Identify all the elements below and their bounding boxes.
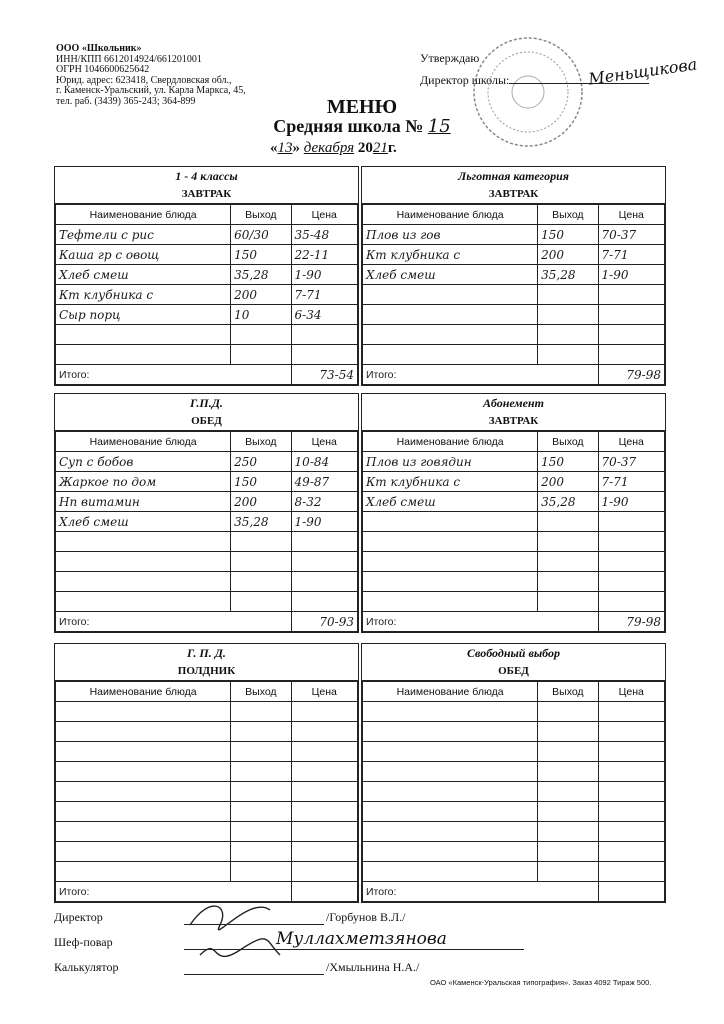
menu-table — [55, 681, 358, 902]
panel-benefit-breakfast — [361, 166, 666, 386]
table-row — [56, 592, 358, 612]
table-row — [56, 802, 358, 822]
table-row — [363, 512, 665, 532]
school-label: Средняя школа № — [273, 116, 424, 136]
price-cell: 49-87 — [291, 472, 357, 492]
table-row — [56, 305, 358, 325]
price-cell — [598, 552, 664, 572]
price-cell — [598, 702, 664, 722]
table-row — [56, 325, 358, 345]
price-cell: 6-34 — [291, 305, 357, 325]
table-row — [363, 345, 665, 365]
dish-cell: Суп с бобов — [56, 452, 231, 472]
table-row — [363, 532, 665, 552]
price-cell — [291, 325, 357, 345]
column-price-header: Цена — [598, 205, 664, 225]
director-approval-signature: Меньщикова — [587, 54, 699, 89]
date-day: 13 — [277, 140, 293, 156]
menu-table — [55, 431, 358, 632]
dish-cell — [363, 572, 538, 592]
menu-grid — [54, 166, 666, 898]
output-cell — [231, 325, 291, 345]
total-label: Итого: — [56, 365, 292, 385]
panel-afterschool-lunch — [54, 393, 359, 633]
menu-title: МЕНЮ — [326, 96, 398, 118]
school-title — [0, 116, 724, 137]
signature-role: Директор — [54, 910, 103, 924]
table-row — [56, 722, 358, 742]
output-cell — [538, 762, 598, 782]
column-dish-header: Наименование блюда — [56, 432, 231, 452]
table-row — [363, 572, 665, 592]
price-cell — [598, 592, 664, 612]
org-address-2: г. Каменск-Уральский, ул. Карла Маркса, 45, — [56, 85, 246, 97]
director-sign-line — [509, 83, 649, 84]
category-label: 1 - 4 классы — [175, 169, 238, 183]
printer-footer: ОАО «Каменск-Уральская типография». Заказ 4092 Тираж 500. — [430, 978, 652, 987]
dish-cell — [363, 702, 538, 722]
table-header-row — [363, 682, 665, 702]
dish-cell — [363, 782, 538, 802]
table-row — [56, 345, 358, 365]
table-header-row — [56, 682, 358, 702]
output-cell — [538, 592, 598, 612]
date-year-prefix: 20 — [357, 140, 373, 156]
total-value: 73-54 — [291, 365, 357, 385]
table-row — [363, 225, 665, 245]
column-output-header: Выход — [538, 682, 598, 702]
dish-cell — [56, 325, 231, 345]
dish-cell — [363, 742, 538, 762]
table-row — [363, 472, 665, 492]
total-value — [598, 882, 664, 902]
dish-cell — [363, 862, 538, 882]
table-row — [363, 862, 665, 882]
output-cell — [538, 802, 598, 822]
price-cell — [291, 802, 357, 822]
price-cell: 70-37 — [598, 452, 664, 472]
dish-cell — [56, 532, 231, 552]
dish-cell — [56, 742, 231, 762]
output-cell: 35,28 — [231, 265, 291, 285]
table-row — [363, 782, 665, 802]
price-cell — [598, 762, 664, 782]
output-cell — [231, 802, 291, 822]
date-month: декабря — [303, 140, 355, 156]
table-row — [56, 245, 358, 265]
signature-name: /Горбунов В.Л./ — [326, 910, 406, 924]
total-label: Итого: — [363, 365, 599, 385]
category-label: Свободный выбор — [466, 646, 560, 660]
dish-cell — [56, 802, 231, 822]
price-cell — [598, 862, 664, 882]
output-cell — [538, 552, 598, 572]
total-value: 70-93 — [291, 612, 357, 632]
dish-cell: Жаркое по дом — [56, 472, 231, 492]
dish-cell — [56, 842, 231, 862]
price-cell — [291, 722, 357, 742]
table-row — [56, 822, 358, 842]
table-row — [56, 512, 358, 532]
table-row — [56, 862, 358, 882]
org-address-1: Юрид. адрес: 623418, Свердловская обл., — [56, 74, 232, 86]
price-cell — [291, 532, 357, 552]
price-cell — [598, 802, 664, 822]
menu-table — [362, 681, 665, 902]
total-label: Итого: — [56, 882, 292, 902]
output-cell — [231, 782, 291, 802]
dish-cell: Хлеб смеш — [363, 265, 538, 285]
output-cell — [231, 862, 291, 882]
dish-cell — [363, 842, 538, 862]
meal-label: ПОЛДНИК — [55, 662, 358, 681]
output-cell — [231, 702, 291, 722]
price-cell — [291, 822, 357, 842]
meal-label: ОБЕД — [362, 662, 665, 681]
table-row — [363, 492, 665, 512]
total-row — [363, 612, 665, 632]
output-cell: 200 — [538, 472, 598, 492]
output-cell: 10 — [231, 305, 291, 325]
column-output-header: Выход — [231, 432, 291, 452]
output-cell: 150 — [538, 452, 598, 472]
table-row — [363, 842, 665, 862]
total-label: Итого: — [363, 882, 599, 902]
total-row — [56, 365, 358, 385]
output-cell — [231, 722, 291, 742]
column-dish-header: Наименование блюда — [56, 682, 231, 702]
dish-cell — [56, 862, 231, 882]
output-cell — [231, 552, 291, 572]
org-phone: тел. раб. (3439) 365-243; 364-899 — [56, 95, 196, 107]
school-number: 15 — [427, 116, 451, 137]
approve-label: Утверждаю — [420, 51, 480, 65]
dish-cell — [56, 722, 231, 742]
table-row — [363, 802, 665, 822]
dish-cell — [363, 285, 538, 305]
meal-label: ЗАВТРАК — [362, 412, 665, 431]
price-cell: 1-90 — [291, 265, 357, 285]
total-label: Итого: — [56, 612, 292, 632]
column-output-header: Выход — [231, 205, 291, 225]
category-label: Г.П.Д. — [190, 396, 223, 410]
table-row — [56, 782, 358, 802]
panel-free-choice-lunch — [361, 643, 666, 903]
column-output-header: Выход — [538, 205, 598, 225]
signature-role: Калькулятор — [54, 960, 119, 974]
price-cell: 70-37 — [598, 225, 664, 245]
output-cell: 150 — [538, 225, 598, 245]
table-row — [56, 492, 358, 512]
price-cell — [598, 742, 664, 762]
price-cell: 7-71 — [291, 285, 357, 305]
price-cell: 22-11 — [291, 245, 357, 265]
table-row — [56, 265, 358, 285]
dish-cell: Сыр порц — [56, 305, 231, 325]
table-row — [56, 285, 358, 305]
handwritten-signature-scribble — [180, 895, 290, 975]
output-cell: 200 — [538, 245, 598, 265]
price-cell — [598, 325, 664, 345]
table-header-row — [56, 432, 358, 452]
date-quote-open: « — [270, 140, 278, 156]
category-label: Абонемент — [483, 396, 544, 410]
dish-cell: Каша гр с овощ — [56, 245, 231, 265]
column-dish-header: Наименование блюда — [56, 205, 231, 225]
dish-cell: Плов из говядин — [363, 452, 538, 472]
dish-cell: Тефтели с рис — [56, 225, 231, 245]
total-value: 79-98 — [598, 612, 664, 632]
price-cell — [598, 285, 664, 305]
table-row — [363, 265, 665, 285]
total-row — [56, 612, 358, 632]
meal-label: ЗАВТРАК — [362, 185, 665, 204]
total-row — [363, 365, 665, 385]
output-cell — [538, 305, 598, 325]
dish-cell — [363, 345, 538, 365]
price-cell — [598, 305, 664, 325]
price-cell — [598, 532, 664, 552]
dish-cell — [363, 325, 538, 345]
output-cell — [538, 722, 598, 742]
dish-cell — [56, 572, 231, 592]
dish-cell: Нп витамин — [56, 492, 231, 512]
dish-cell: Хлеб смеш — [56, 265, 231, 285]
meal-label: ОБЕД — [55, 412, 358, 431]
price-cell: 8-32 — [291, 492, 357, 512]
column-output-header: Выход — [231, 682, 291, 702]
price-cell — [291, 862, 357, 882]
output-cell — [538, 532, 598, 552]
table-row — [363, 552, 665, 572]
total-value: 79-98 — [598, 365, 664, 385]
price-cell — [598, 345, 664, 365]
table-row — [363, 722, 665, 742]
category-label: Г. П. Д. — [187, 646, 226, 660]
output-cell — [538, 285, 598, 305]
output-cell — [538, 782, 598, 802]
table-row — [56, 742, 358, 762]
table-row — [56, 472, 358, 492]
price-cell — [291, 702, 357, 722]
dish-cell — [56, 702, 231, 722]
menu-table — [55, 204, 358, 385]
table-row — [363, 742, 665, 762]
output-cell: 150 — [231, 245, 291, 265]
table-row — [56, 762, 358, 782]
panel-primary-breakfast — [54, 166, 359, 386]
output-cell — [538, 822, 598, 842]
output-cell: 60/30 — [231, 225, 291, 245]
column-price-header: Цена — [598, 682, 664, 702]
output-cell — [538, 862, 598, 882]
output-cell: 150 — [231, 472, 291, 492]
table-row — [56, 225, 358, 245]
dish-cell: Кт клубника с — [363, 245, 538, 265]
panel-subscription-breakfast — [361, 393, 666, 633]
price-cell — [291, 345, 357, 365]
column-price-header: Цена — [291, 432, 357, 452]
price-cell — [598, 722, 664, 742]
price-cell: 1-90 — [598, 265, 664, 285]
output-cell: 250 — [231, 452, 291, 472]
dish-cell — [56, 345, 231, 365]
dish-cell — [363, 762, 538, 782]
table-row — [56, 532, 358, 552]
table-row — [363, 305, 665, 325]
output-cell — [231, 345, 291, 365]
price-cell: 7-71 — [598, 472, 664, 492]
menu-table — [362, 204, 665, 385]
column-dish-header: Наименование блюда — [363, 205, 538, 225]
price-cell — [598, 822, 664, 842]
dish-cell: Кт клубника с — [56, 285, 231, 305]
signature-name: /Хмыльнина Н.А./ — [326, 960, 420, 974]
column-price-header: Цена — [291, 205, 357, 225]
output-cell — [538, 842, 598, 862]
director-school-label: Директор школы: — [420, 73, 510, 87]
table-header-row — [363, 432, 665, 452]
signature-role: Шеф-повар — [54, 935, 113, 949]
price-cell — [291, 762, 357, 782]
output-cell: 35,28 — [231, 512, 291, 532]
column-price-header: Цена — [598, 432, 664, 452]
date-quote-close: » — [292, 140, 300, 156]
table-row — [56, 842, 358, 862]
dish-cell — [56, 552, 231, 572]
output-cell — [538, 325, 598, 345]
table-row — [363, 822, 665, 842]
output-cell — [231, 572, 291, 592]
output-cell — [231, 592, 291, 612]
price-cell — [291, 742, 357, 762]
total-label: Итого: — [363, 612, 599, 632]
total-row — [363, 882, 665, 902]
output-cell — [538, 702, 598, 722]
dish-cell — [56, 822, 231, 842]
org-ogrn: ОГРН 1046600625642 — [56, 64, 150, 76]
dish-cell — [363, 722, 538, 742]
date-year-end: г. — [387, 140, 397, 156]
price-cell: 35-48 — [291, 225, 357, 245]
table-row — [363, 285, 665, 305]
output-cell — [538, 572, 598, 592]
output-cell — [231, 762, 291, 782]
org-name: ООО «Школьник» — [56, 43, 142, 54]
table-header-row — [363, 205, 665, 225]
output-cell — [231, 742, 291, 762]
menu-table — [362, 431, 665, 632]
table-row — [56, 702, 358, 722]
date-year-suffix: 21 — [372, 140, 388, 156]
output-cell — [538, 512, 598, 532]
table-row — [56, 452, 358, 472]
price-cell: 1-90 — [291, 512, 357, 532]
table-header-row — [56, 205, 358, 225]
dish-cell — [363, 802, 538, 822]
price-cell: 7-71 — [598, 245, 664, 265]
output-cell — [231, 532, 291, 552]
org-inn: ИНН/КПП 6612014924/661201001 — [56, 53, 202, 65]
output-cell: 200 — [231, 285, 291, 305]
table-row — [56, 552, 358, 572]
dish-cell: Хлеб смеш — [363, 492, 538, 512]
category-label: Льготная категория — [458, 169, 569, 183]
column-price-header: Цена — [291, 682, 357, 702]
meal-label: ЗАВТРАК — [55, 185, 358, 204]
output-cell — [231, 822, 291, 842]
column-dish-header: Наименование блюда — [363, 432, 538, 452]
dish-cell: Плов из гов — [363, 225, 538, 245]
table-row — [363, 245, 665, 265]
price-cell — [598, 572, 664, 592]
menu-date — [270, 140, 397, 157]
output-cell: 35,28 — [538, 492, 598, 512]
column-output-header: Выход — [538, 432, 598, 452]
panel-afterschool-snack — [54, 643, 359, 903]
dish-cell — [56, 762, 231, 782]
table-row — [363, 452, 665, 472]
price-cell — [598, 512, 664, 532]
column-dish-header: Наименование блюда — [363, 682, 538, 702]
total-value — [291, 882, 357, 902]
price-cell — [291, 592, 357, 612]
dish-cell — [363, 592, 538, 612]
dish-cell: Кт клубника с — [363, 472, 538, 492]
table-row — [363, 762, 665, 782]
output-cell: 35,28 — [538, 265, 598, 285]
price-cell — [598, 782, 664, 802]
dish-cell — [56, 592, 231, 612]
dish-cell — [363, 512, 538, 532]
price-cell: 1-90 — [598, 492, 664, 512]
table-row — [363, 592, 665, 612]
table-row — [363, 702, 665, 722]
output-cell — [538, 742, 598, 762]
price-cell — [291, 842, 357, 862]
price-cell — [598, 842, 664, 862]
table-row — [56, 572, 358, 592]
dish-cell — [363, 532, 538, 552]
table-row — [363, 325, 665, 345]
dish-cell — [56, 782, 231, 802]
signature-name: Муллахметзянова — [276, 929, 447, 949]
output-cell — [231, 842, 291, 862]
output-cell: 200 — [231, 492, 291, 512]
price-cell — [291, 572, 357, 592]
price-cell — [291, 552, 357, 572]
price-cell — [291, 782, 357, 802]
dish-cell — [363, 305, 538, 325]
dish-cell — [363, 822, 538, 842]
dish-cell: Хлеб смеш — [56, 512, 231, 532]
output-cell — [538, 345, 598, 365]
dish-cell — [363, 552, 538, 572]
price-cell: 10-84 — [291, 452, 357, 472]
